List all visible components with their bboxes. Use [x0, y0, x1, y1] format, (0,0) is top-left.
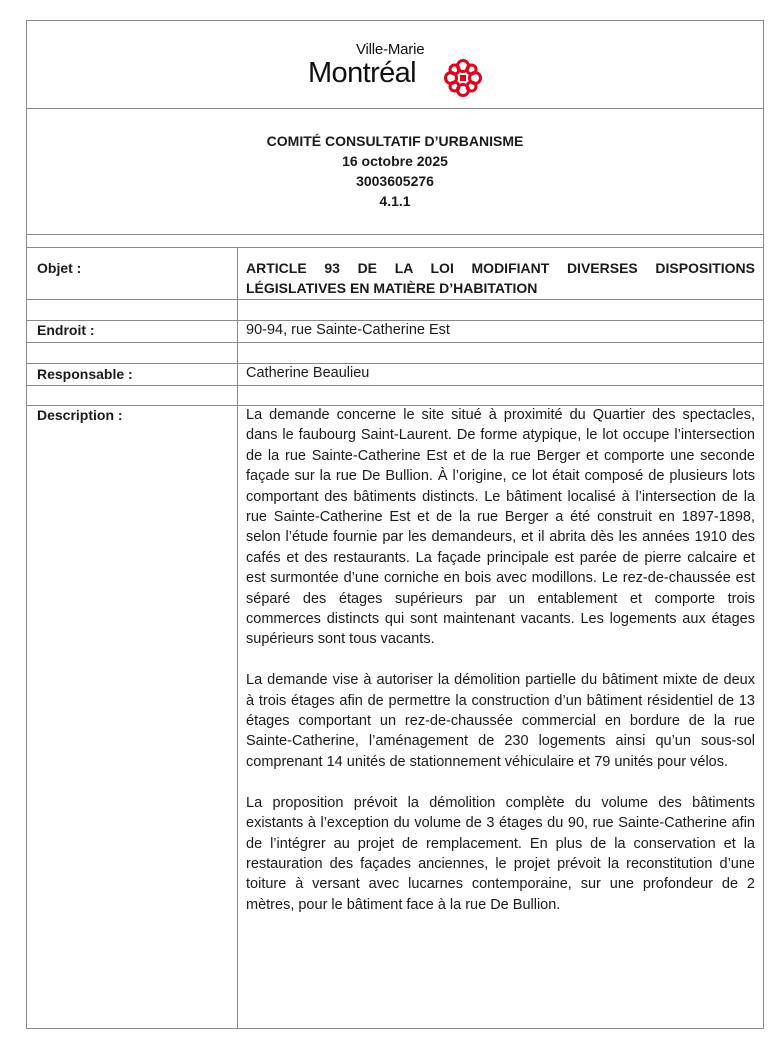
table-divider: [27, 342, 763, 343]
item-number: 4.1.1: [379, 193, 411, 209]
logo-city-name: Montréal: [308, 57, 417, 89]
description-paragraph: La demande concerne le site situé à proximité du Quartier des spectacles, dans le faubourg Saint-Laurent. De forme atypique, le lot occupe l’intersection de la rue Sainte-Catherine Est et de la rue Berger et comporte une seconde façade sur la rue De Bullion. À l’origine, ce lot était composé de plusieurs lots comportant des bâtiments distincts. Le bâtiment localisé à l’intersection de la rue Sainte-Catherine Est et de la rue Berger a été construit en 1897-1898, selon l’étude fournie par les demandeurs, et il abrita dès les années 1910 des cafés et des restaurants. La façade principale est parée de pierre calcaire et est surmontée d’une corniche en bois avec modillons. Le rez-de-chaussée est séparé des étages supérieurs par un entablement et comporte trois commerces distincts qui sont maintenant vacants. Les logements aux étages supérieurs sont tous vacants.: [246, 407, 755, 648]
logo-cell: [27, 21, 763, 109]
table-divider: [27, 247, 763, 248]
endroit-value: 90-94, rue Sainte-Catherine Est: [246, 322, 450, 338]
meeting-date: 16 octobre 2025: [342, 153, 448, 169]
document-page: [26, 20, 764, 1029]
logo-borough-name: Ville-Marie: [356, 41, 425, 58]
objet-value: ARTICLE 93 DE LA LOI MODIFIANT DIVERSES DISPOSITIONS LÉGISLATIVES EN MATIÈRE D’HABITATION: [246, 260, 755, 296]
description-text: [246, 405, 755, 936]
table-divider: [27, 385, 763, 386]
endroit-label: Endroit :: [37, 322, 95, 338]
meeting-header: [27, 109, 763, 235]
committee-title: COMITÉ CONSULTATIF D’URBANISME: [266, 133, 524, 149]
column-divider: [237, 247, 238, 1029]
file-number: 3003605276: [356, 173, 434, 189]
table-divider: [27, 299, 763, 300]
description-label: Description :: [37, 407, 123, 423]
responsable-label: Responsable :: [37, 366, 133, 382]
description-paragraph: La demande vise à autoriser la démolition partielle du bâtiment mixte de deux à trois étages afin de permettre la construction d’un bâtiment résidentiel de 13 étages comportant un rez-de-chaussée commercial en bordure de la rue Sainte-Catherine, l’aménagement de 230 logements ainsi qu’un sous-sol comprenant 14 unités de stationnement véhiculaire et 79 unités pour vélos.: [246, 672, 755, 770]
objet-label: Objet :: [37, 260, 82, 276]
responsable-value: Catherine Beaulieu: [246, 365, 370, 381]
montreal-logo: [308, 41, 483, 91]
description-paragraph: La proposition prévoit la démolition complète du volume des bâtiments existants à l’exception du volume de 3 étages du 90, rue Sainte-Catherine afin de l’intégrer au projet de remplacement. En plus de la conservation et la restauration des façades anciennes, le projet prévoit la reconstitution d’une toiture à versant avec lucarnes contemporaine, sur une profondeur de 2 mètres, pour le bâtiment face à la rue De Bullion.: [246, 794, 755, 913]
montreal-rose-icon: [443, 58, 483, 98]
